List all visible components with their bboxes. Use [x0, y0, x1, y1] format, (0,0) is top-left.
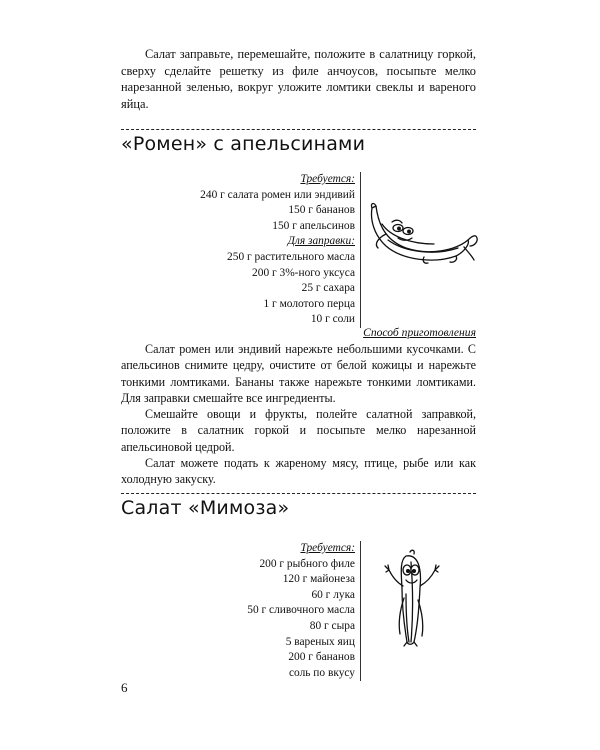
needs-label: Требуется: [300, 542, 355, 554]
ingredient-line: 150 г бананов [288, 204, 355, 217]
dressing-line: 200 г 3%-ного уксуса [252, 266, 355, 279]
intro-paragraph [121, 46, 476, 112]
ingredients-list [247, 541, 361, 681]
dressing-line: 1 г молотого перца [263, 297, 355, 310]
method-label: Способ приготовления [363, 326, 476, 339]
ingredient-line: 240 г салата ромен или эндивий [200, 188, 355, 201]
banana-character-icon [364, 200, 479, 265]
ingredients-list [200, 172, 361, 328]
page-number: 6 [121, 680, 128, 695]
needs-label: Требуется: [300, 173, 355, 185]
method-paragraph: Салат можете подать к жареному мясу, птице, рыбе или как холодную закуску. [121, 456, 476, 487]
dressing-label: Для заправки: [287, 235, 355, 248]
section-divider [121, 493, 476, 494]
ingredient-line: 200 г бананов [288, 651, 355, 664]
recipe-title: «Ромен» с апельсинами [121, 133, 366, 155]
ingredient-line: 200 г рыбного филе [259, 557, 355, 570]
dressing-line: 25 г сахара [301, 282, 355, 295]
dressing-line: 250 г растительного масла [227, 250, 355, 263]
method-paragraph: Салат ромен или эндивий нарежьте небольшими кусочками. С апельсинов снимите цедру, очистите от белой кожицы и нарежьте тонкими ломтиками. Бананы также нарежьте тонкими ломтиками. Для заправки смешайте все ингредиенты. [121, 342, 476, 405]
intro-text: Салат заправьте, перемешайте, положите в салатницу горкой, сверху сделайте решетку из филе анчоусов, посыпьте мелко нарезанной зеленью, вокруг уложите ломтики свеклы и вареного яйца. [121, 47, 476, 111]
recipe-title: Салат «Мимоза» [121, 497, 290, 519]
ingredient-line: 50 г сливочного масла [247, 604, 355, 617]
ingredient-line: 150 г апельсинов [272, 219, 355, 232]
ingredient-line: 80 г сыра [309, 619, 355, 632]
banana-character-icon [382, 548, 442, 648]
ingredient-line: 5 вареных яиц [285, 635, 355, 648]
method-text [121, 341, 476, 488]
ingredient-line: соль по вкусу [288, 666, 355, 679]
section-divider [121, 129, 476, 130]
method-paragraph: Смешайте овощи и фрукты, полейте салатной заправкой, положите в салатник горкой и посыпьте мелко нарезанной апельсиновой цедрой. [121, 407, 476, 454]
dressing-line: 10 г соли [310, 313, 355, 326]
ingredient-line: 60 г лука [311, 588, 355, 601]
ingredient-line: 120 г майонеза [282, 573, 355, 586]
